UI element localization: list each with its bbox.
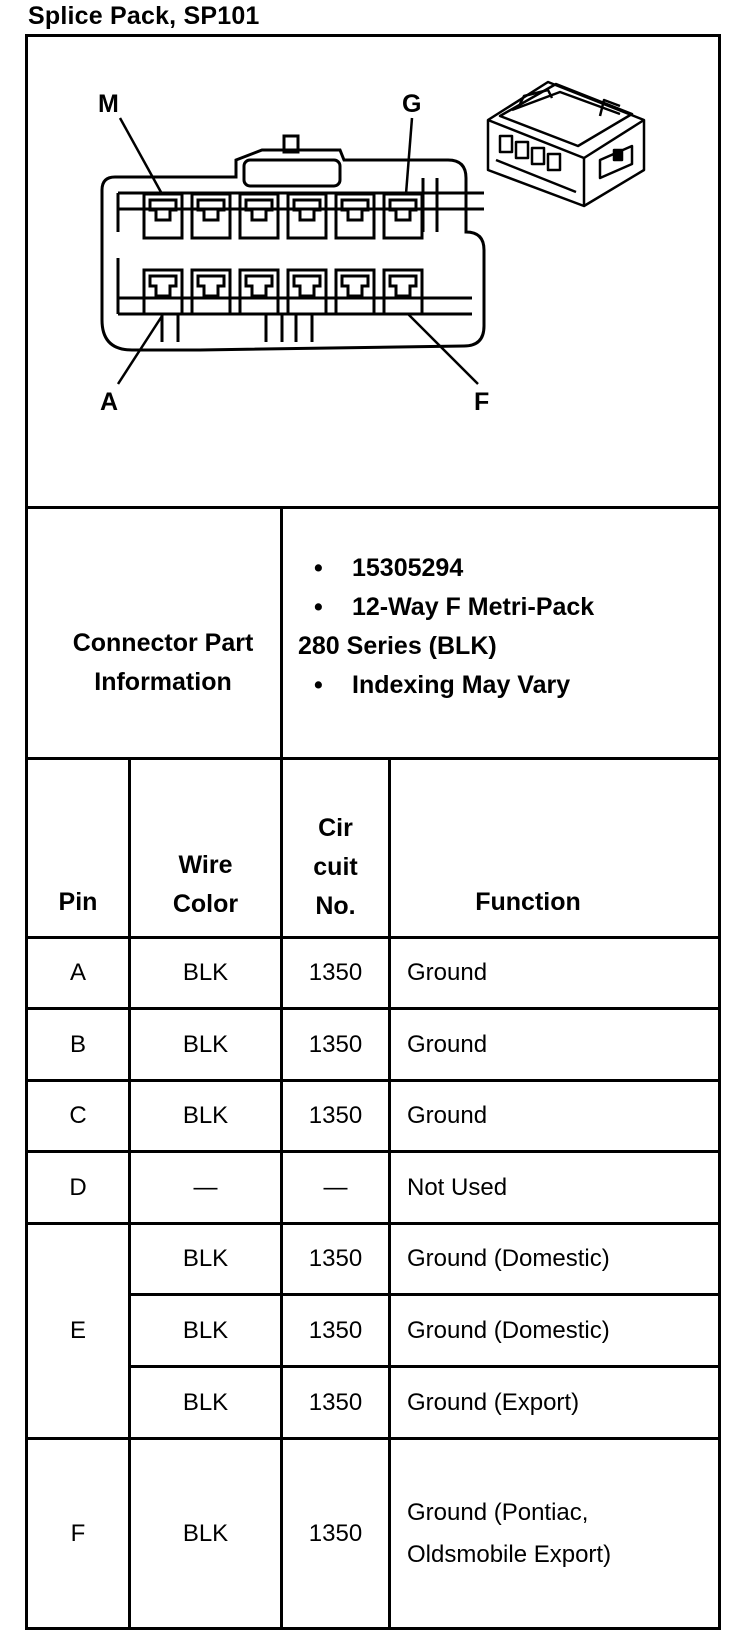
circuit-cell: 1350 <box>308 1519 363 1547</box>
table-row <box>28 1225 128 1437</box>
pin-label-m: M <box>98 90 119 118</box>
wire-color-cell: — <box>193 1173 218 1201</box>
divider <box>25 506 721 509</box>
function-cell <box>391 1440 721 1627</box>
circuit-cell: 1350 <box>308 1316 363 1344</box>
circuit-cell: 1350 <box>308 959 363 986</box>
pin-cell: C <box>69 1102 87 1129</box>
function-cell: Ground (Domestic) <box>407 1316 610 1344</box>
pin-cell: B <box>69 1030 86 1058</box>
connector-diagram <box>28 37 718 531</box>
header-circuit-line1: Cir <box>318 814 353 842</box>
function-line2: Oldsmobile Export) <box>407 1540 612 1568</box>
header-wire-line2: Color <box>172 890 239 918</box>
function-cell: Ground (Export) <box>407 1388 580 1416</box>
pin-label-a: A <box>100 388 119 416</box>
header-pin: Pin <box>58 888 98 916</box>
header-wire-line1: Wire <box>178 851 233 879</box>
header-circuit-line2: cuit <box>313 853 358 881</box>
circuit-cell: 1350 <box>308 1388 363 1416</box>
circuit-cell: 1350 <box>308 1030 363 1058</box>
leader-lines <box>118 118 478 384</box>
pin-cell: D <box>69 1173 87 1201</box>
header-circuit-no <box>283 809 388 926</box>
bullet: • <box>314 554 323 582</box>
pin-label-f: F <box>474 388 490 416</box>
wire-color-cell: BLK <box>182 1030 229 1058</box>
indexing-note: Indexing May Vary <box>352 671 571 699</box>
connector-part-label-line1: Connector Part <box>72 629 254 657</box>
table-row <box>28 1010 128 1079</box>
connector-3d-icon <box>488 82 644 206</box>
wire-color-cell: BLK <box>182 1316 229 1344</box>
function-line1: Ground (Pontiac, <box>407 1498 589 1526</box>
table-row <box>28 939 128 1007</box>
bullet: • <box>314 593 323 621</box>
pin-cell: A <box>69 959 86 986</box>
part-number: 15305294 <box>352 554 464 582</box>
pin-cell: F <box>70 1519 86 1547</box>
function-cell: Ground (Domestic) <box>407 1245 610 1272</box>
function-cell: Ground <box>407 1102 488 1129</box>
table-row <box>28 1082 128 1150</box>
header-wire-color <box>131 846 280 924</box>
connector-series: 280 Series (BLK) <box>298 632 497 660</box>
connector-type: 12-Way F Metri-Pack <box>352 593 595 621</box>
circuit-cell: 1350 <box>308 1102 363 1129</box>
page-title: Splice Pack, SP101 <box>28 2 260 30</box>
bullet: • <box>314 671 323 699</box>
connector-part-info <box>298 549 595 705</box>
wire-color-cell: BLK <box>182 1519 229 1547</box>
connector-part-label <box>28 534 298 792</box>
wire-color-cell: BLK <box>182 1102 229 1129</box>
table-row <box>28 1440 128 1627</box>
function-cell: Ground <box>407 959 488 986</box>
table-row <box>28 1153 128 1222</box>
pin-label-g: G <box>402 90 422 118</box>
circuit-cell: — <box>323 1173 348 1201</box>
header-circuit-line3: No. <box>315 892 356 920</box>
wire-color-cell: BLK <box>182 959 229 986</box>
wire-color-cell: BLK <box>182 1245 229 1272</box>
function-cell: Ground <box>407 1030 488 1058</box>
circuit-cell: 1350 <box>308 1245 363 1272</box>
header-function: Function <box>475 888 581 916</box>
wire-color-cell: BLK <box>182 1388 229 1416</box>
function-cell: Not Used <box>407 1173 508 1201</box>
pin-cell: E <box>69 1317 86 1344</box>
connector-part-label-line2: Information <box>94 668 232 696</box>
